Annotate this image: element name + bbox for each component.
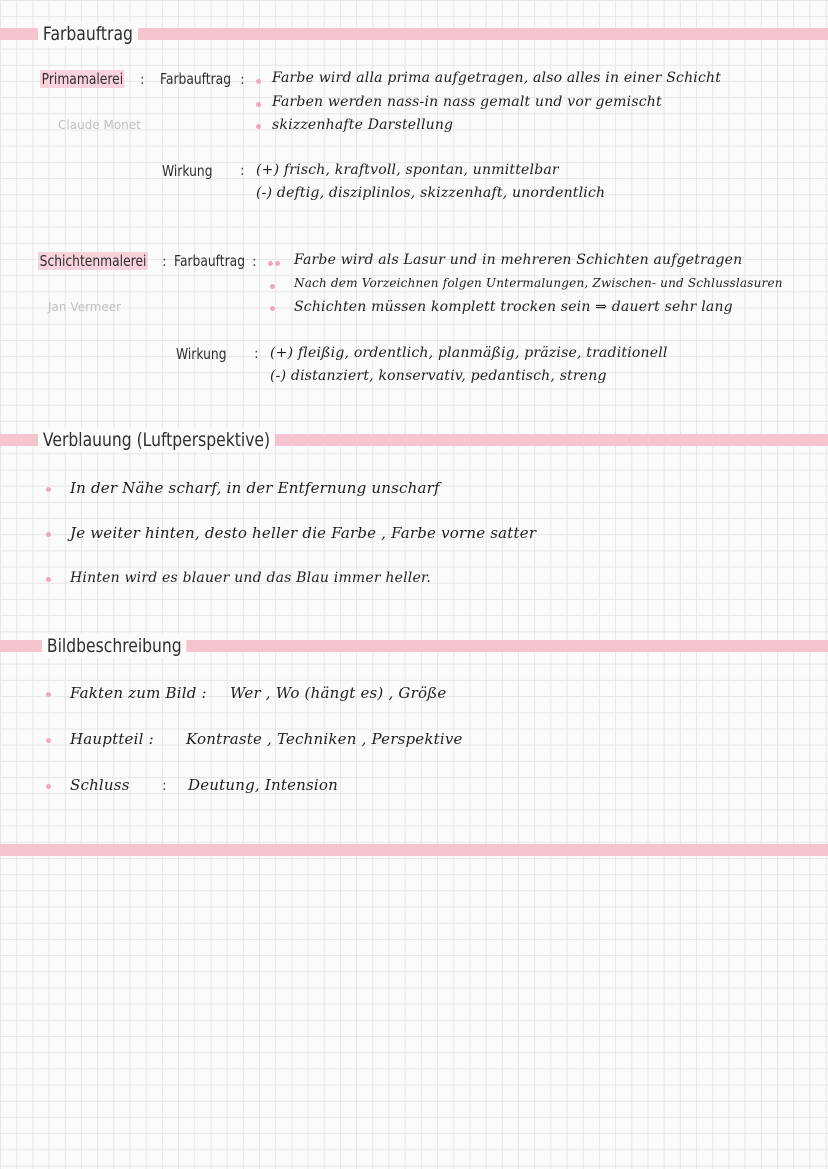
bildbeschreibung-item-key: Fakten zum Bild : [70, 684, 207, 702]
primamalerei-farbauftrag-item: skizzenhafte Darstellung [272, 117, 454, 133]
verblauung-item: Je weiter hinten, desto heller die Farbe , Farbe vorne satter [70, 524, 537, 542]
bildbeschreibung-item-key: Hauptteil : [70, 730, 154, 748]
bullet-icon [46, 487, 51, 492]
bullet-icon [256, 79, 261, 84]
bullet-icon [268, 261, 273, 266]
colon-separator: : [240, 163, 245, 179]
bullet-icon [256, 102, 261, 107]
bullet-icon [270, 306, 275, 311]
primamalerei-farbauftrag-item: Farben werden nass-in nass gemalt und vor gemischt [272, 94, 662, 110]
bullet-icon [270, 284, 275, 289]
primamalerei-farbauftrag-item: Farbe wird alla prima aufgetragen, also alles in einer Schicht [272, 70, 722, 86]
primamalerei-wirkung-positive: (+) frisch, kraftvoll, spontan, unmittelbar [256, 162, 559, 178]
section-heading-verblauung: Verblauung (Luftperspektive) [38, 428, 275, 452]
bullet-icon [46, 692, 51, 697]
verblauung-item: In der Nähe scharf, in der Entfernung unscharf [70, 479, 440, 497]
primamalerei-label: Primamalerei [41, 70, 124, 88]
bullet-icon [46, 577, 51, 582]
colon-separator: : [140, 72, 145, 88]
schichtenmalerei-painter: Jan Vermeer [48, 300, 122, 314]
bullet-icon [256, 124, 261, 129]
schichtenmalerei-farbauftrag-item: Nach dem Vorzeichnen folgen Untermalungen, Zwischen- und Schlusslasuren [294, 276, 783, 290]
schichtenmalerei-farbauftrag-label: Farbauftrag [174, 252, 246, 270]
primamalerei-farbauftrag-label: Farbauftrag [160, 70, 232, 88]
primamalerei-wirkung-label: Wirkung [162, 162, 213, 180]
verblauung-item: Hinten wird es blauer und das Blau immer heller. [70, 570, 431, 586]
bildbeschreibung-item-value: Wer , Wo (hängt es) , Größe [230, 684, 447, 702]
bullet-icon [46, 784, 51, 789]
bildbeschreibung-item-value: Deutung, Intension [188, 776, 338, 794]
section-heading-farbauftrag: Farbauftrag [38, 22, 138, 46]
schichtenmalerei-wirkung-positive: (+) fleißig, ordentlich, planmäßig, präzise, traditionell [270, 345, 668, 361]
bildbeschreibung-item-value: Kontraste , Techniken , Perspektive [186, 730, 463, 748]
schichtenmalerei-wirkung-negative: (-) distanziert, konservativ, pedantisch, streng [270, 368, 607, 384]
colon-separator: : [240, 72, 245, 88]
colon-separator: : [254, 346, 259, 362]
colon-separator: : [162, 254, 167, 270]
bullet-icon [46, 738, 51, 743]
bullet-icon [46, 532, 51, 537]
schichtenmalerei-wirkung-label: Wirkung [176, 345, 227, 363]
schichtenmalerei-farbauftrag-item: Farbe wird als Lasur und in mehreren Schichten aufgetragen [294, 252, 743, 268]
schichtenmalerei-farbauftrag-item: Schichten müssen komplett trocken sein ⇒ dauert sehr lang [294, 299, 733, 315]
bullet-icon [275, 261, 280, 266]
section-heading-bildbeschreibung: Bildbeschreibung [42, 634, 187, 658]
bildbeschreibung-item-key: Schluss [70, 776, 130, 794]
primamalerei-painter: Claude Monet [58, 118, 141, 132]
colon-separator: : [162, 778, 167, 794]
colon-separator: : [252, 254, 257, 270]
closing-band [0, 844, 828, 856]
schichtenmalerei-label: Schichtenmalerei [39, 252, 147, 270]
primamalerei-wirkung-negative: (-) deftig, disziplinlos, skizzenhaft, unordentlich [256, 185, 606, 201]
